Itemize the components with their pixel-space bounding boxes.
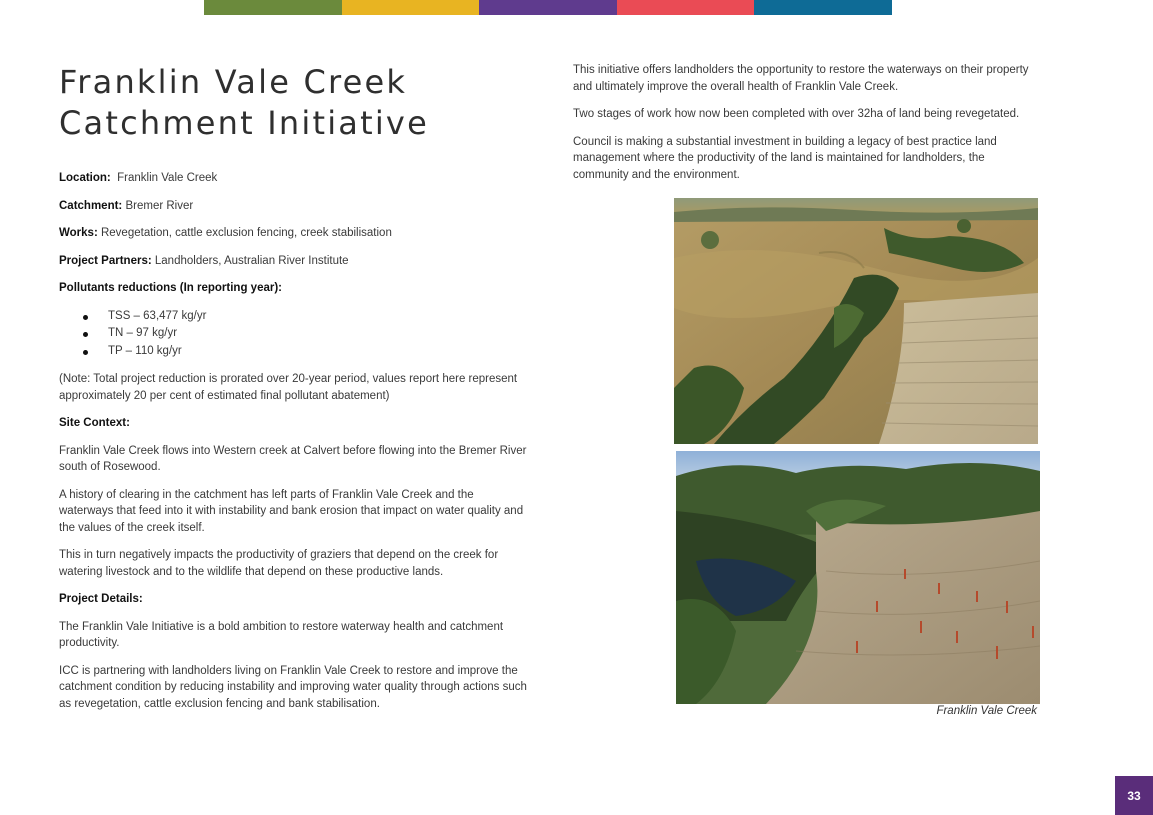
list-item-tp: TP – 110 kg/yr (108, 343, 529, 361)
color-stripe-bar (204, 0, 892, 15)
list-item-tn: TN – 97 kg/yr (108, 325, 529, 343)
pollutants-heading (59, 280, 529, 297)
project-details-heading (59, 591, 529, 608)
stripe-red (617, 0, 755, 15)
catchment-label: Catchment: (59, 199, 123, 212)
location-field (59, 170, 529, 187)
creek-bank-photo (676, 451, 1040, 704)
intro-paragraph-1: This initiative offers landholders the opportunity to restore the waterways on their property and ultimately improve the overall health of Franklin Vale Creek. (573, 64, 1029, 93)
intro-paragraph-2: Two stages of work how now been completed with over 32ha of land being revegetated. (573, 108, 1020, 120)
catchment-value: Bremer River (125, 199, 194, 212)
page-number: 33 (1115, 776, 1153, 815)
left-column (59, 170, 529, 723)
project-details-heading-text: Project Details: (59, 593, 143, 605)
stripe-blue (754, 0, 892, 15)
site-context-heading (59, 415, 529, 432)
site-context-paragraph-1: Franklin Vale Creek flows into Western creek at Calvert before flowing into the Bremer River south of Rosewood. (59, 444, 527, 473)
photo-caption: Franklin Vale Creek (936, 705, 1037, 717)
works-value: Revegetation, cattle exclusion fencing, creek stabilisation (100, 227, 392, 239)
location-value: Franklin Vale Creek (117, 172, 218, 184)
intro-paragraph-3: Council is making a substantial investment in building a legacy of best practice land management where the productivity of the land is maintained for landholders, the community and the environment. (573, 135, 997, 181)
list-item-tss: TSS – 63,477 kg/yr (108, 308, 529, 326)
partners-value: Landholders, Australian River Institute (154, 254, 349, 267)
pollutants-note: (Note: Total project reduction is prorated over 20-year period, values report here represent approximately 20 per cent of estimated final pollutant abatement) (59, 373, 518, 402)
site-context-paragraph-3: This in turn negatively impacts the productivity of graziers that depend on the creek for watering livestock and to the wildlife that depend on these productive lands. (59, 549, 499, 578)
pollutants-heading-text: Pollutants reductions (In reporting year): (59, 282, 282, 294)
pollutants-list (59, 308, 529, 361)
location-label: Location: (59, 172, 111, 184)
stripe-purple (479, 0, 617, 15)
page-title: Franklin Vale Creek Catchment Initiative (59, 63, 429, 142)
stripe-yellow (342, 0, 480, 15)
partners-label: Project Partners: (59, 254, 152, 267)
site-context-heading-text: Site Context: (59, 417, 130, 429)
stripe-green (204, 0, 342, 15)
right-column (573, 62, 1043, 194)
works-label: Works: (59, 227, 98, 239)
site-context-paragraph-2: A history of clearing in the catchment has left parts of Franklin Vale Creek and the waterways that feed into it with instability and bank erosion that impact on water quality and the values of the creek itself. (59, 488, 524, 534)
project-details-paragraph-2: ICC is partnering with landholders living on Franklin Vale Creek to restore and improve the catchment condition by reducing instability and improving water quality through actions such as revegetation, cattle exclusion fencing and bank stabilisation. (59, 664, 527, 710)
aerial-creek-photo (674, 198, 1038, 444)
works-field (59, 225, 529, 242)
partners-field (59, 253, 529, 270)
project-details-paragraph-1: The Franklin Vale Initiative is a bold ambition to restore waterway health and catchment productivity. (59, 620, 504, 649)
catchment-field (59, 198, 529, 215)
